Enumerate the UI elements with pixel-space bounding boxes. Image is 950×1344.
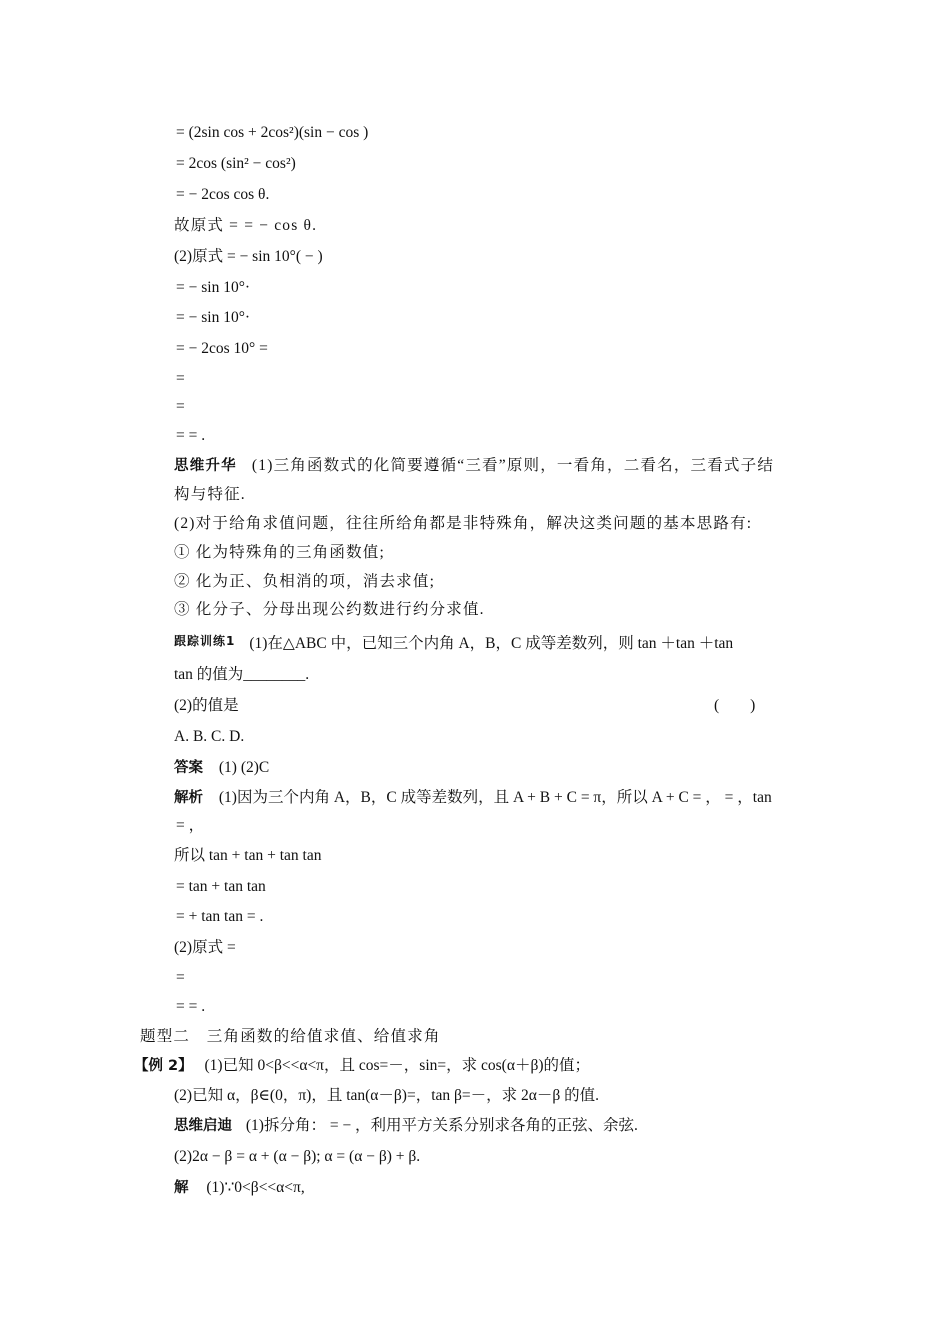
- answer-line: [174, 757, 269, 779]
- math-line: = − 2cos 10° =: [176, 340, 268, 357]
- hint-line: [174, 1115, 638, 1137]
- list-item: ③ 化分子、分母出现公约数进行约分求值.: [174, 601, 485, 618]
- math-line: = − sin 10°·: [176, 309, 251, 326]
- math-line: = tan + tan tan: [176, 878, 266, 895]
- text-line: (2)已知 α，β∈(0，π)，且 tan(α－β)=，tan β=－，求 2α－β 的值.: [174, 1087, 600, 1104]
- example-label: 【例 2】: [134, 1058, 193, 1074]
- analysis-line: [174, 787, 772, 809]
- math-line: =: [176, 398, 185, 415]
- example-text: (1)已知 0<β<<α<π，且 cos=－，sin=，求 cos(α＋β)的值；: [204, 1057, 590, 1074]
- choices: A. B. C. D.: [174, 728, 245, 745]
- summary-text: (1)三角函数式的化简要遵循“三看”原则，一看角，二看名，三看式子结: [251, 457, 775, 474]
- solution-line: [174, 1177, 305, 1199]
- hint-label: 思维启迪: [174, 1118, 232, 1134]
- summary-paragraph: [174, 455, 774, 477]
- example-line: [134, 1055, 590, 1077]
- math-line: = ，: [176, 817, 205, 834]
- math-line: 所以 tan + tan + tan tan: [174, 847, 322, 864]
- math-line: = = .: [176, 427, 206, 444]
- section-heading: 题型二 三角函数的给值求值、给值求角: [140, 1028, 441, 1045]
- answer-bracket: ( ): [714, 697, 756, 714]
- list-item: ② 化为正、负相消的项，消去求值;: [174, 573, 436, 590]
- answer-label: 答案: [174, 760, 203, 776]
- math-line: = = .: [176, 998, 206, 1015]
- text-line: 构与特征.: [174, 486, 246, 503]
- answer-text: (1) (2)C: [218, 759, 270, 776]
- math-line: = − sin 10°·: [176, 279, 251, 296]
- practice-question: [174, 633, 733, 655]
- practice-text: (1)在△ABC 中，已知三个内角 A，B，C 成等差数列，则 tan ＋tan ＋tan: [249, 635, 734, 652]
- math-line: = − 2cos cos θ.: [176, 186, 270, 203]
- text-line: tan 的值为________.: [174, 666, 310, 683]
- math-line: = (2sin cos + 2cos²)(sin − cos ): [176, 124, 369, 141]
- solution-text: (1)∵0<β<<α<π,: [206, 1179, 305, 1196]
- math-line: = + tan tan = .: [176, 908, 264, 925]
- solution-label: 解: [174, 1180, 189, 1196]
- list-item: ① 化为特殊角的三角函数值;: [174, 544, 385, 561]
- math-line: (2)原式 = − sin 10°( − ): [174, 248, 323, 265]
- math-line: =: [176, 969, 185, 986]
- text-line: (2)对于给角求值问题，往往所给角都是非特殊角，解决这类问题的基本思路有:: [174, 515, 753, 532]
- hint-text: (1)拆分角： = − ，利用平方关系分别求各角的正弦、余弦.: [245, 1117, 638, 1134]
- practice-badge: 跟踪训练1: [174, 634, 236, 648]
- math-line: = 2cos (sin² − cos²): [176, 155, 296, 172]
- summary-label: 思维升华: [174, 458, 237, 474]
- analysis-text: (1)因为三个内角 A，B，C 成等差数列，且 A + B + C = π，所以 A + C = ， = ，tan: [218, 789, 772, 806]
- text-line: (2)的值是: [174, 697, 239, 714]
- math-line: (2)2α − β = α + (α − β); α = (α − β) + β.: [174, 1148, 421, 1165]
- math-line: 故原式 = = − cos θ.: [174, 217, 318, 234]
- math-line: =: [176, 370, 185, 387]
- analysis-label: 解析: [174, 790, 203, 806]
- math-line: (2)原式 =: [174, 939, 236, 956]
